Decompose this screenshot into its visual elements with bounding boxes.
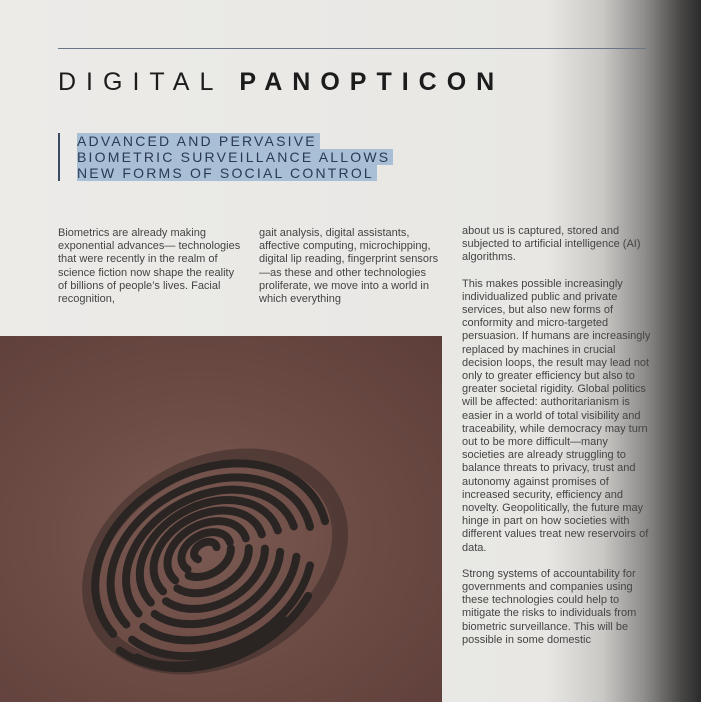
paragraph: gait analysis, digital assistants, affective computing, microchipping, digital lip reading, fingerprint sensors—as these and other technologies proliferate, we move into a world in which everything (259, 227, 439, 306)
subheading-line: NEW FORMS OF SOCIAL CONTROL (77, 165, 377, 181)
paragraph: Biometrics are already making exponential advances— technologies that were recently in the realm of science fiction now shape the reality of billions of people’s lives. Facial recognition, (58, 227, 241, 306)
title-bold: PANOPTICON (239, 68, 505, 96)
text-column-3 (462, 225, 652, 647)
title-light: DIGITAL (58, 68, 224, 96)
paragraph: This makes possible increasingly individualized public and private services, but also new forms of conformity and micro-targeted persuasion. If humans are increasingly replaced by machines in crucial decision loops, the result may lead not only to greater efficiency but also to greater societal rigidity. Global politics will be affected: authoritarianism is easier in a world of total visibility and traceability, while democracy may turn out to be more difficult—many societies are already struggling to balance threats to privacy, trust and autonomy against promises of increased security, efficiency and novelty. Geopolitically, the future may hinge in part on how societies with different values treat new reservoirs of data. (462, 277, 651, 554)
page-title (58, 68, 504, 97)
subheading-line: BIOMETRIC SURVEILLANCE ALLOWS (77, 149, 393, 165)
subheading-line: ADVANCED AND PERVASIVE (77, 133, 320, 149)
top-rule (58, 48, 646, 49)
paragraph: about us is captured, stored and subjected to artificial intelligence (AI) algorithms. (462, 225, 641, 264)
text-column-1 (58, 227, 243, 306)
fingerprint-icon (0, 336, 442, 702)
subheading (58, 133, 393, 181)
text-column-2 (259, 227, 449, 306)
fingerprint-illustration (0, 336, 442, 702)
paragraph: Strong systems of accountability for governments and companies using these technologies could help to mitigate the risks to individuals from biometric surveillance. This will be possible in some domestic (462, 567, 637, 646)
